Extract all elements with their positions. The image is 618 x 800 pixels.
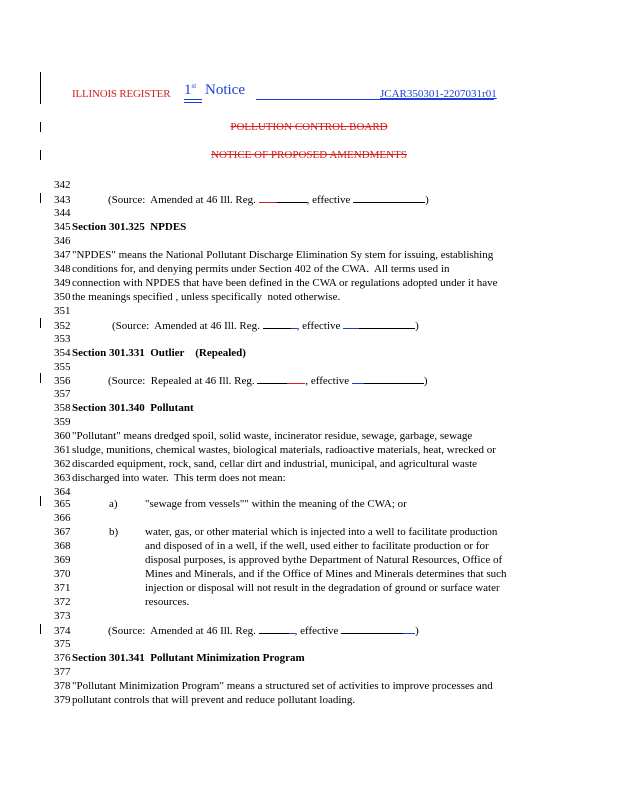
body-text: discharged into water. This term does not mean: [72,472,286,484]
line-number: 363 [54,472,71,484]
line-360 [54,429,472,443]
line-number: 352 [54,320,71,332]
list-item-text: injection or disposal will not result in the degradation of ground or surface water [145,582,500,594]
source-effective: , effective [306,194,351,206]
list-item-text: water, gas, or other material which is injected into a well to facilitate production [145,526,498,538]
section-heading: Section 301.325 NPDES [72,221,187,233]
line-number: 346 [54,235,71,247]
notice-number-digit: 1 [184,82,192,98]
inserted-blank [343,318,359,329]
source-note: (Source: Repealed at 46 Ill. Reg. [108,375,255,387]
line-377 [54,665,72,679]
line-number: 377 [54,666,71,678]
line-number: 376 [54,652,71,664]
body-text: "NPDES" means the National Pollutant Discharge Elimination Sy stem for issuing, establishing [72,249,494,261]
line-357 [54,387,72,401]
change-bar [40,193,41,203]
source-effective: , effective [294,625,339,637]
line-number: 362 [54,458,71,470]
body-text: conditions for, and denying permits under Section 402 of the CWA. All terms used in [72,263,450,275]
blank [359,318,415,329]
line-number: 342 [54,179,71,191]
agency-name: POLLUTION CONTROL BOARD [230,121,388,133]
line-number: 350 [54,291,71,303]
line-355 [54,360,72,374]
line-number: 371 [54,582,71,594]
source-note: (Source: Amended at 46 Ill. Reg. [112,320,260,332]
line-365 [54,497,407,511]
line-374 [54,623,419,638]
list-item-text: Mines and Minerals, and if the Office of Mines and Minerals determines that such [145,568,507,580]
list-item-text: "sewage from vessels"" within the meaning of the CWA; or [145,498,407,510]
line-number: 356 [54,375,71,387]
source-close: ) [415,625,419,637]
section-heading: Section 301.331 Outlier (Repealed) [72,347,246,359]
line-number: 372 [54,596,71,608]
change-bar [40,373,41,383]
change-bar [40,318,41,328]
line-number: 355 [54,361,71,373]
line-number: 345 [54,221,71,233]
source-effective: , effective [305,375,350,387]
blank [341,623,403,634]
line-number: 369 [54,554,71,566]
line-344 [54,206,72,220]
source-close: ) [423,375,428,387]
line-370 [54,567,506,581]
body-text: discarded equipment, rock, sand, cellar dirt and industrial, municipal, and agricultural waste [72,458,478,470]
list-marker: b) [109,526,119,538]
list-item-text: and disposed of in a well, if the well, used either to facilitate production or for [145,540,489,552]
line-number: 379 [54,694,71,706]
source-note: (Source: Amended at 46 Ill. Reg. [108,625,256,637]
line-372 [54,595,189,609]
line-number: 361 [54,444,71,456]
blank [277,192,307,203]
line-348 [54,262,449,276]
line-367 [54,525,497,539]
change-bar [40,72,41,104]
line-number: 367 [54,526,71,538]
line-346 [54,234,72,248]
change-bar [40,624,41,634]
inserted-blank [259,192,277,203]
line-350 [54,290,340,304]
line-345 [54,220,186,234]
line-number: 359 [54,416,71,428]
list-item-text: disposal purposes, is approved bythe Department of Natural Resources, Office of [145,554,503,566]
line-number: 366 [54,512,71,524]
line-number: 349 [54,277,71,289]
notice-number [184,82,196,99]
register-title: ILLINOIS REGISTER [72,88,171,100]
line-368 [54,539,489,553]
line-351 [54,304,72,318]
line-number: 353 [54,333,71,345]
line-366 [54,511,72,525]
body-text: "Pollutant" means dredged spoil, solid waste, incinerator residue, sewage, garbage, sewage [72,430,473,442]
source-note: (Source: Amended at 46 Ill. Reg. [108,194,256,206]
blank [257,373,287,384]
line-number: 348 [54,263,71,275]
blank [259,623,289,634]
line-number: 378 [54,680,71,692]
line-number: 343 [54,194,71,206]
line-352 [54,318,419,333]
line-375 [54,637,72,651]
line-349 [54,276,498,290]
notice-number-suffix: st [191,82,197,90]
change-bar [40,496,41,506]
line-356 [54,373,428,388]
line-number: 375 [54,638,71,650]
line-379 [54,693,355,707]
blank [364,373,424,384]
line-358 [54,401,194,415]
line-number: 344 [54,207,71,219]
line-number: 364 [54,486,71,498]
line-number: 373 [54,610,71,622]
inserted-blank [403,623,415,634]
page-header [72,82,552,108]
section-heading: Section 301.340 Pollutant [72,402,194,414]
source-close: ) [415,320,419,332]
source-effective: , effective [296,320,341,332]
notice-title: NOTICE OF PROPOSED AMENDMENTS [211,149,407,161]
line-number: 374 [54,625,71,637]
blank [263,318,291,329]
list-marker: a) [109,498,118,510]
line-number: 360 [54,430,71,442]
blank [353,192,425,203]
inserted-blank [287,373,305,384]
line-363 [54,471,286,485]
line-353 [54,332,72,346]
jcar-code: JCAR350301-2207031r01 [380,88,497,100]
line-number: 365 [54,498,71,510]
line-369 [54,553,502,567]
line-361 [54,443,496,457]
line-373 [54,609,72,623]
body-text: connection with NPDES that have been defined in the CWA or regulations adopted under it have [72,277,498,289]
line-378 [54,679,493,693]
line-342 [54,178,72,192]
line-376 [54,651,305,665]
line-343 [54,192,429,207]
double-underline [184,99,202,103]
line-362 [54,457,477,471]
line-number: 358 [54,402,71,414]
inserted-blank [352,373,364,384]
list-item-text: resources. [145,596,190,608]
line-number: 368 [54,540,71,552]
line-number: 347 [54,249,71,261]
line-354 [54,346,246,360]
body-text: sludge, munitions, chemical wastes, biological materials, radioactive materials, heat, wrecked or [72,444,496,456]
line-number: 357 [54,388,71,400]
line-359 [54,415,72,429]
line-371 [54,581,500,595]
line-number: 351 [54,305,71,317]
line-number: 370 [54,568,71,580]
line-347 [54,248,493,262]
line-number: 354 [54,347,71,359]
body-text: "Pollutant Minimization Program" means a structured set of activities to improve processes and [72,680,493,692]
body-text: the meanings specified , unless specifically noted otherwise. [72,291,341,303]
body-text: pollutant controls that will prevent and reduce pollutant loading. [72,694,356,706]
section-heading: Section 301.341 Pollutant Minimization Program [72,652,305,664]
source-close: ) [425,194,429,206]
notice-label: Notice [205,82,245,98]
